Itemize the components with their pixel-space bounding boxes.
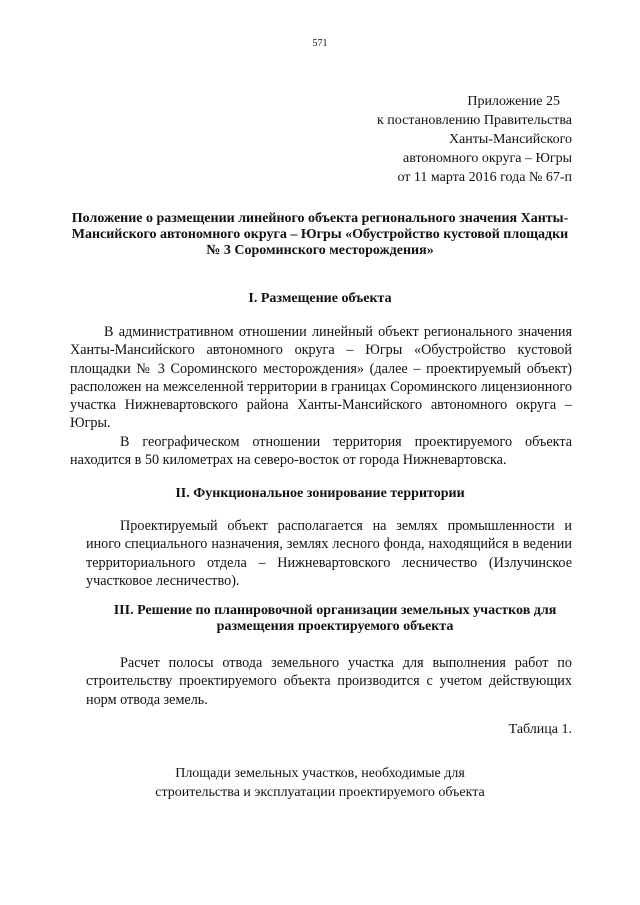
page-number: 571	[312, 38, 328, 49]
table-caption-line: Площади земельных участков, необходимые для	[175, 766, 465, 781]
table-caption-line: строительства и эксплуатации проектируемого объекта	[155, 785, 485, 800]
appendix-title: Приложение 25	[467, 94, 560, 109]
section-heading: I. Размещение объекта	[248, 291, 392, 306]
appendix-line: к постановлению Правительства	[376, 113, 572, 128]
appendix-line: от 11 марта 2016 года № 67-п	[397, 170, 572, 185]
paragraph: Проектируемый объект располагается на землях промышленности и иного специального назначения, землях лесного фонда, находящийся в ведении территориального отдела – Нижневартовского лесничество (Излучинское участковое лесничество).	[86, 518, 572, 589]
appendix-line: Ханты-Мансийского	[448, 132, 572, 147]
section-heading: III. Решение по планировочной организации земельных участков для размещения проектируемого объекта	[113, 603, 557, 634]
appendix-line: автономного округа – Югры	[403, 151, 572, 166]
table-label: Таблица 1.	[508, 722, 572, 737]
appendix-block	[242, 92, 572, 187]
section-heading: II. Функциональное зонирование территории	[175, 486, 465, 501]
paragraph: В административном отношении линейный объект регионального значения Ханты-Мансийского автономного округа – Югры «Обустройство кустовой площадки № 3 Сороминского месторождения» (далее – проектируемый объект) расположен на межселенной территории в границах Сороминского лицензионного участка Нижневартовского района Ханты-Мансийского автономного округа – Югры.	[70, 324, 572, 432]
document-title: Положение о размещении линейного объекта регионального значения Ханты-Мансийского автономного округа – Югры «Обустройство кустовой площадки № 3 Сороминского месторождения»	[71, 211, 569, 258]
paragraph: Расчет полосы отвода земельного участка для выполнения работ по строительству проектируемого объекта производится с учетом действующих норм отвода земель.	[86, 655, 572, 708]
table-caption	[70, 764, 570, 802]
paragraph: В географическом отношении территория проектируемого объекта находится в 50 километрах на северо-восток от города Нижневартовска.	[70, 434, 572, 469]
